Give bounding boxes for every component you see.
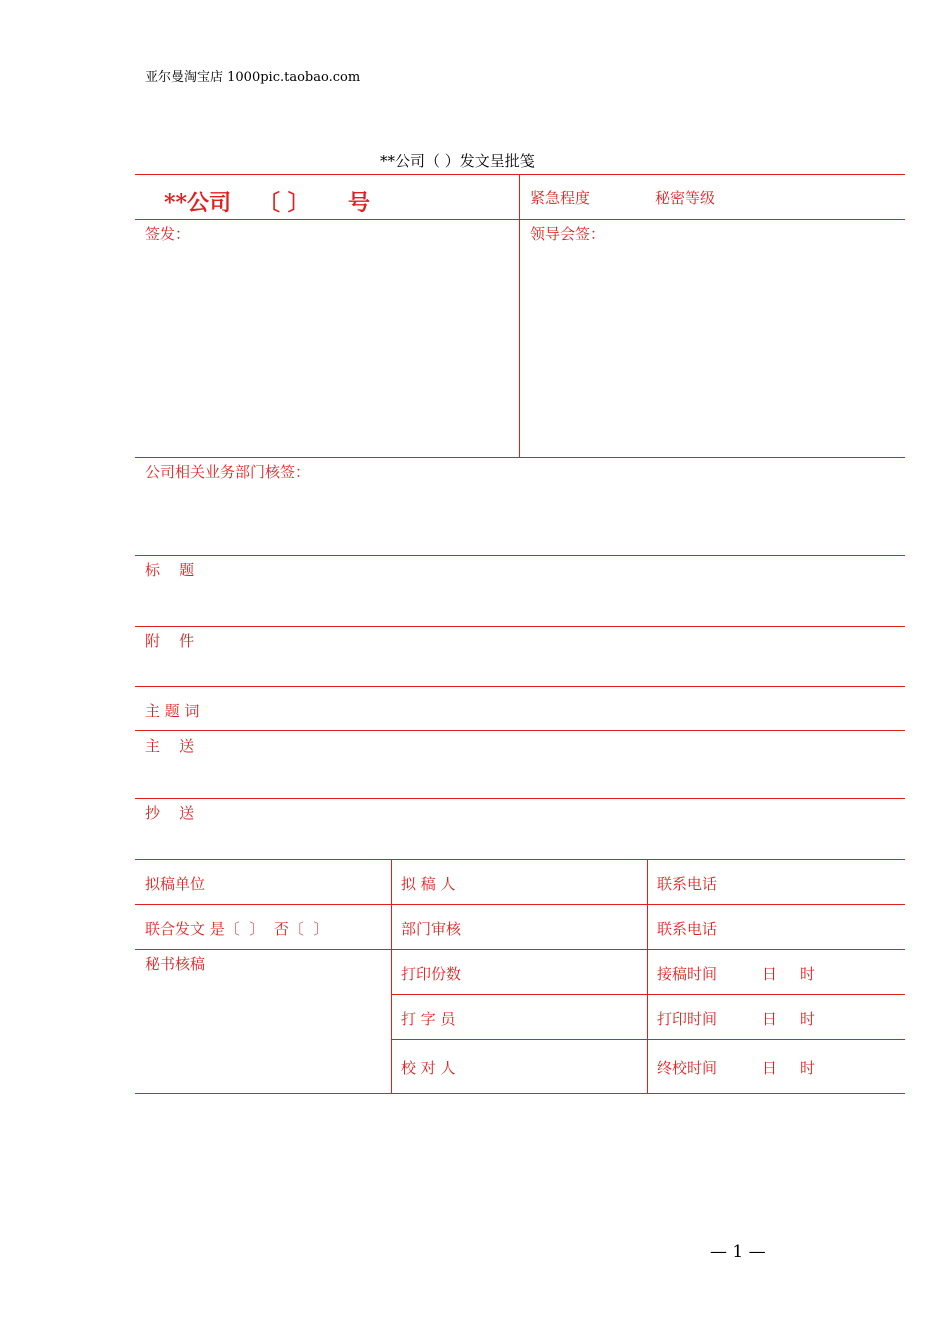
- doc-number-suffix: 号: [348, 190, 371, 216]
- secretary-review-label: 秘书核稿: [145, 955, 206, 973]
- form-divider: [135, 686, 905, 687]
- drafter-label: 拟 稿 人: [401, 875, 456, 893]
- form-divider: [135, 859, 905, 860]
- final-proof-time-label: 终校时间: [657, 1059, 718, 1077]
- proofreader-label: 校 对 人: [401, 1059, 456, 1077]
- contact-phone-label: 联系电话: [657, 875, 718, 893]
- document-title: **公司（ ）发文呈批笺: [380, 152, 535, 170]
- page-number: — 1 —: [710, 1242, 766, 1262]
- final-proof-hour-label: 时: [800, 1059, 816, 1077]
- receive-hour-label: 时: [800, 965, 816, 983]
- main-recipient-label: 主 送: [145, 737, 195, 755]
- form-divider: [135, 219, 905, 220]
- form-divider: [135, 730, 905, 731]
- subject-label: 标 题: [145, 561, 195, 579]
- sign-issue-label: 签发：: [145, 225, 191, 243]
- doc-number-company: **公司: [164, 190, 232, 216]
- leader-countersign-label: 领导会签：: [530, 225, 606, 243]
- form-top-border: [135, 174, 905, 175]
- form-divider: [135, 949, 905, 950]
- keywords-label: 主 题 词: [145, 702, 200, 720]
- attachment-label: 附 件: [145, 632, 195, 650]
- form-divider: [135, 626, 905, 627]
- form-divider-partial: [391, 1039, 905, 1040]
- print-day-label: 日: [762, 1010, 778, 1028]
- form-divider: [135, 457, 905, 458]
- table-column-divider: [391, 859, 392, 1093]
- dept-review-label: 部门审核: [401, 920, 462, 938]
- drafting-unit-label: 拟稿单位: [145, 875, 206, 893]
- form-divider: [135, 904, 905, 905]
- form-column-divider: [519, 174, 520, 457]
- shop-header-text: 亚尔曼淘宝店 1000pic.taobao.com: [145, 70, 361, 85]
- secrecy-label: 秘密等级: [655, 189, 716, 207]
- form-bottom-border: [135, 1093, 905, 1094]
- typist-label: 打 字 员: [401, 1010, 456, 1028]
- dept-countersign-label: 公司相关业务部门核签：: [145, 463, 311, 481]
- form-divider-partial: [391, 994, 905, 995]
- print-hour-label: 时: [800, 1010, 816, 1028]
- joint-issue-label: 联合发文 是〔 〕 否〔 〕: [145, 920, 329, 938]
- form-divider: [135, 798, 905, 799]
- urgency-label: 紧急程度: [530, 189, 591, 207]
- print-time-label: 打印时间: [657, 1010, 718, 1028]
- form-divider: [135, 555, 905, 556]
- cc-label: 抄 送: [145, 804, 195, 822]
- receive-day-label: 日: [762, 965, 778, 983]
- print-copies-label: 打印份数: [401, 965, 462, 983]
- receive-time-label: 接稿时间: [657, 965, 718, 983]
- table-column-divider: [647, 859, 648, 1093]
- final-proof-day-label: 日: [762, 1059, 778, 1077]
- doc-number-bracket: 〔 〕: [258, 190, 310, 216]
- contact-phone-label: 联系电话: [657, 920, 718, 938]
